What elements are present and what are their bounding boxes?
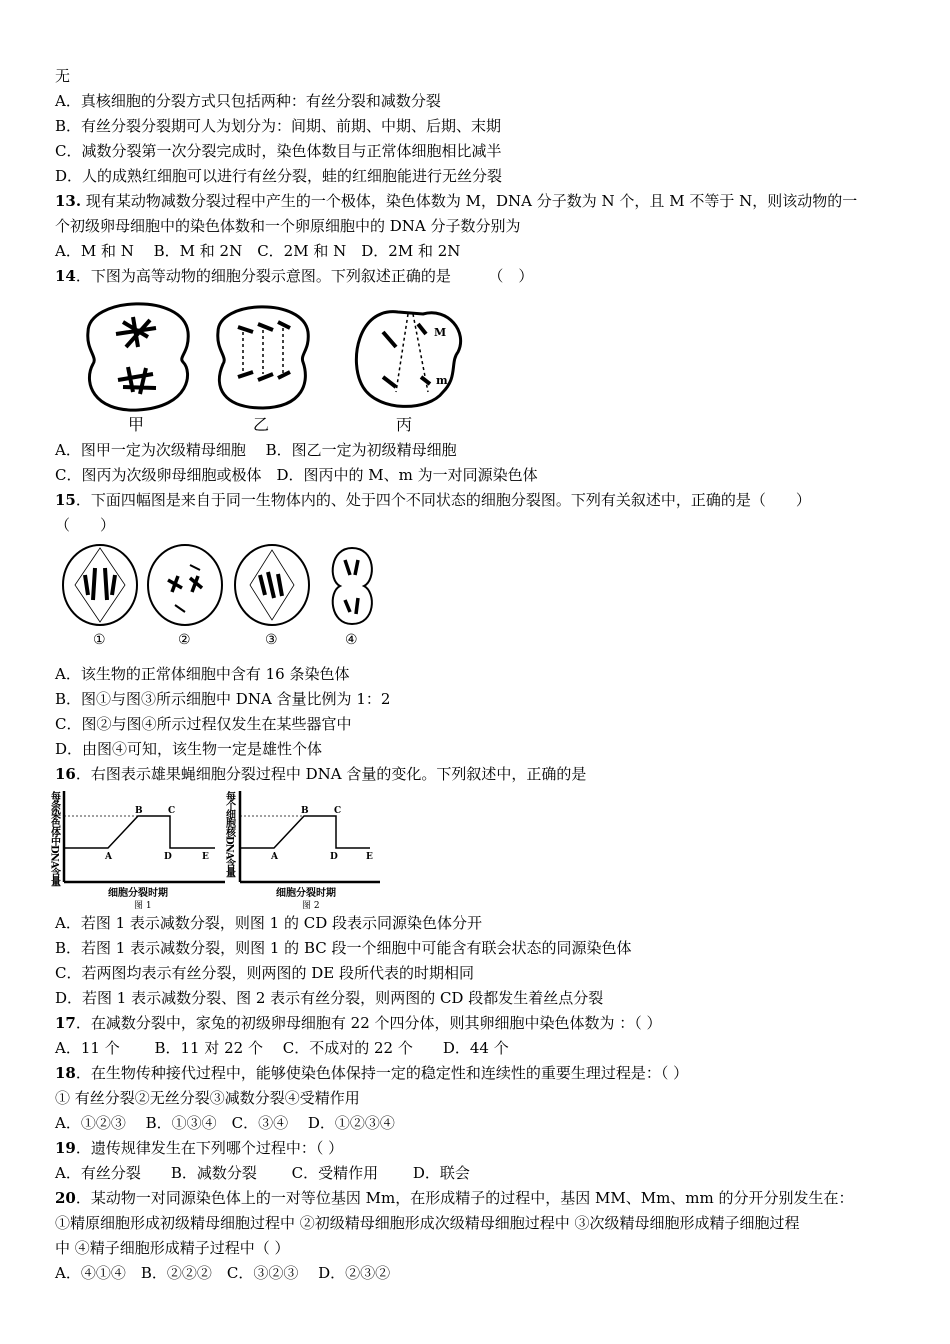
option-c: C．图②与图④所示过程仅发生在某些器官中 (55, 715, 352, 733)
dna-content-graphs (50, 786, 390, 910)
point-label-b: B (135, 806, 143, 816)
point-label-c: C (168, 806, 176, 816)
option-d: D．人的成熟红细胞可以进行有丝分裂，蛙的红细胞能进行无丝分裂 (55, 167, 503, 185)
question-number: 13. (55, 192, 82, 210)
figure-label-yi: 乙 (253, 415, 270, 434)
option-d: D．若图 1 表示减数分裂、图 2 表示有丝分裂，则两图的 CD 段都发生着丝点分裂 (55, 989, 604, 1007)
question-15 (55, 490, 811, 510)
point-label-d: D (164, 852, 172, 862)
question-text: ．下面四幅图是来自于同一生物体内的、处于四个不同状态的细胞分裂图。下列有关叙述中，正确的是（ ） (75, 491, 811, 509)
question-19 (55, 1138, 343, 1158)
question-14-options-ab: A．图甲一定为次级精母细胞 B．图乙一定为初级精母细胞 (55, 441, 457, 459)
option-a: A．若图 1 表示减数分裂，则图 1 的 CD 段表示同源染色体分开 (55, 914, 483, 932)
question-13-cont: 个初级卵母细胞中的染色体数和一个卵原细胞中的 DNA 分子数分别为 (55, 217, 521, 235)
question-text: ．遗传规律发生在下列哪个过程中：（ ） (75, 1139, 344, 1157)
question-17-options: A．11 个 B．11 对 22 个 C．不成对的 22 个 D．44 个 (55, 1039, 509, 1057)
cell-2 (148, 545, 222, 625)
figure-16 (50, 786, 390, 910)
option-b: B．若图 1 表示减数分裂，则图 1 的 BC 段一个细胞中可能含有联会状态的同源染色体 (55, 939, 632, 957)
option-b: B．图①与图③所示细胞中 DNA 含量比例为 1：2 (55, 690, 391, 708)
question-13 (55, 191, 857, 211)
question-number: 17 (55, 1014, 76, 1032)
question-number: 14 (55, 267, 76, 285)
point-label-d: D (330, 852, 338, 862)
figure-caption: 图 2 (302, 901, 320, 911)
y-axis-label: 每个细胞核DNA含量 (223, 791, 235, 877)
question-17 (55, 1013, 662, 1033)
cell-4 (333, 548, 372, 624)
question-20-cont: 中 ④精子细胞形成精子过程中（ ） (55, 1239, 290, 1257)
option-a: A．该生物的正常体细胞中含有 16 条染色体 (55, 665, 350, 683)
question-14-options-cd: C．图丙为次级卵母细胞或极体 D．图丙中的 M、m 为一对同源染色体 (55, 466, 538, 484)
question-text: ．某动物一对同源染色体上的一对等位基因 Mm，在形成精子的过程中，基因 MM、Mm、mm 的分开分别发生在： (75, 1189, 854, 1207)
question-15-paren: （ ） (55, 516, 116, 534)
graph-1 (49, 790, 226, 911)
question-text: ．在减数分裂中，家兔的初级卵母细胞有 22 个四分体，则其卵细胞中染色体数为 ：（ ） (75, 1014, 662, 1032)
question-14 (55, 266, 533, 286)
figure-14 (78, 292, 478, 437)
x-axis-label: 细胞分裂时期 (108, 888, 168, 899)
point-label-a: A (105, 852, 112, 862)
question-number: 15 (55, 491, 76, 509)
question-16 (55, 764, 586, 784)
question-20 (55, 1188, 854, 1208)
question-text: 现有某动物减数分裂过程中产生的一个极体，染色体数为 M，DNA 分子数为 N 个，且 M 不等于 N，则该动物的一 (81, 192, 858, 210)
figure-caption: 图 1 (134, 901, 152, 911)
question-text: ．下图为高等动物的细胞分裂示意图。下列叙述正确的是 （ ） (75, 267, 534, 285)
option-c: C．减数分裂第一次分裂完成时，染色体数目与正常体细胞相比减半 (55, 142, 502, 160)
point-label-e: E (202, 852, 209, 862)
figure-label-3: ③ (265, 632, 278, 648)
question-18-items: ① 有丝分裂②无丝分裂③减数分裂④受精作用 (55, 1089, 360, 1107)
question-text: ．右图表示雄果蝇细胞分裂过程中 DNA 含量的变化。下列叙述中，正确的是 (75, 765, 587, 783)
cell-jia (88, 304, 188, 410)
y-axis-label: 每条染色体中DNA含量 (48, 791, 60, 886)
cell-division-diagram (78, 292, 478, 437)
graph-2 (224, 790, 381, 911)
question-number: 20 (55, 1189, 76, 1207)
point-label-c: C (334, 806, 342, 816)
text-line: 无 (55, 67, 71, 85)
point-label-a: A (271, 852, 278, 862)
point-label-b: B (301, 806, 309, 816)
four-cell-diagram (60, 540, 410, 650)
cell-yi (218, 307, 308, 408)
question-number: 18 (55, 1064, 76, 1082)
question-number: 16 (55, 765, 76, 783)
figure-label-1: ① (93, 632, 106, 648)
question-number: 19 (55, 1139, 76, 1157)
figure-15 (60, 540, 410, 650)
question-text: ．在生物传种接代过程中，能够使染色体保持一定的稳定性和连续性的重要生理过程是：（ ） (75, 1064, 689, 1082)
gene-label-m-upper: M (434, 326, 447, 339)
option-a: A．真核细胞的分裂方式只包括两种：有丝分裂和减数分裂 (55, 92, 441, 110)
question-20-cont: ①精原细胞形成初级精母细胞过程中 ②初级精母细胞形成次级精母细胞过程中 ③次级精母细胞形成精子细胞过程 (55, 1214, 800, 1232)
figure-label-4: ④ (345, 632, 358, 648)
gene-label-m-lower: m (436, 374, 448, 387)
question-20-options: A．④①④ B．②②② C．③②③ D．②③② (55, 1264, 391, 1282)
figure-label-jia: 甲 (128, 415, 145, 434)
question-18-options: A．①②③ B．①③④ C．③④ D．①②③④ (55, 1114, 395, 1132)
point-label-e: E (366, 852, 373, 862)
option-d: D．由图④可知，该生物一定是雄性个体 (55, 740, 323, 758)
option-b: B．有丝分裂分裂期可人为划分为：间期、前期、中期、后期、末期 (55, 117, 502, 135)
x-axis-label: 细胞分裂时期 (276, 888, 336, 899)
option-c: C．若两图均表示有丝分裂，则两图的 DE 段所代表的时期相同 (55, 964, 474, 982)
cell-bing (356, 312, 460, 407)
question-13-options: A．M 和 N B．M 和 2N C．2M 和 N D．2M 和 2N (55, 242, 461, 260)
cell-1 (63, 545, 137, 625)
question-18 (55, 1063, 688, 1083)
question-19-options: A．有丝分裂 B．减数分裂 C．受精作用 D．联会 (55, 1164, 470, 1182)
figure-label-bing: 丙 (396, 415, 413, 434)
figure-label-2: ② (178, 632, 191, 648)
